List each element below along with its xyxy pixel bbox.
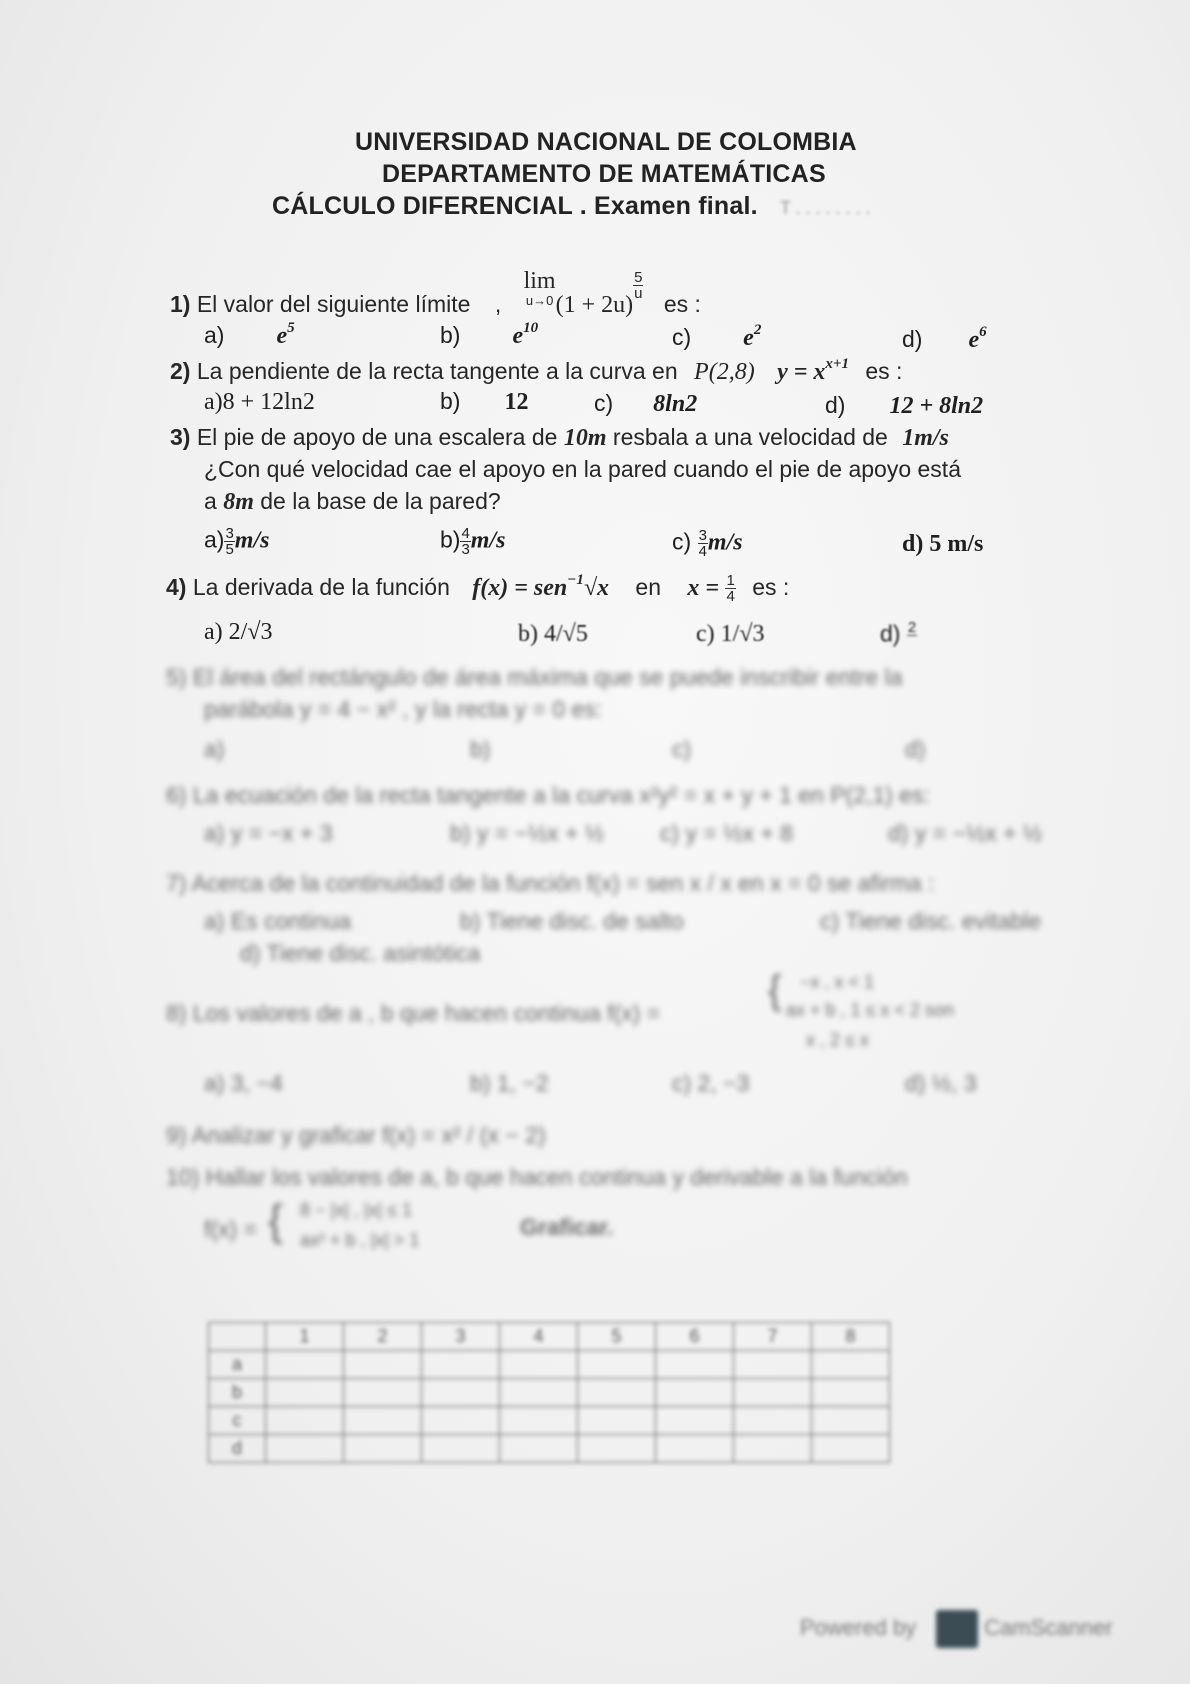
q8-brace: { xyxy=(768,968,782,1012)
q6-option-d: d) y = −½x + ½ xyxy=(888,820,1043,846)
answer-cell[interactable] xyxy=(656,1379,734,1407)
watermark-powered-text: Powered by xyxy=(800,1614,917,1640)
q3-option-a: a) $\frac{3}{5}$ m/s xyxy=(204,525,270,558)
q1-option-b: b) $e^{10}$ xyxy=(440,320,539,349)
q5-option-d: d) xyxy=(905,736,926,762)
q4-option-c: c) 1/√3 xyxy=(696,621,765,647)
q4-option-a: a) 2/√3 xyxy=(204,619,273,645)
answer-cell[interactable] xyxy=(578,1435,656,1463)
q8-piece-3: x , 2 ≤ x xyxy=(806,1030,869,1050)
q8-piece-1: −x , x < 1 xyxy=(800,972,875,992)
answer-cell[interactable] xyxy=(578,1379,656,1407)
q8-piece-2: ax + b , 1 ≤ x < 2 son xyxy=(786,1000,954,1020)
answer-table-row xyxy=(209,1435,890,1463)
answer-cell[interactable] xyxy=(734,1407,812,1435)
q2-option-c: c) 8ln2 xyxy=(594,390,698,417)
answer-cell[interactable] xyxy=(812,1407,890,1435)
answer-cell[interactable] xyxy=(656,1435,734,1463)
q7-option-d: d) Tiene disc. asintótica xyxy=(240,940,481,966)
answer-col-header: 8 xyxy=(812,1323,890,1351)
answer-cell[interactable] xyxy=(656,1351,734,1379)
q8-option-b: b) 1, −2 xyxy=(470,1070,549,1096)
question-5-line-2: parábola y = 4 − x² , y la recta y = 0 es: xyxy=(204,696,603,722)
question-3-line-1: 3) El pie de apoyo de una escalera de 10m resbala a una velocidad de 1m/s xyxy=(170,424,949,451)
answer-col-header: 1 xyxy=(266,1323,344,1351)
answer-col-header: 5 xyxy=(578,1323,656,1351)
answer-table-header-row xyxy=(209,1323,890,1351)
question-8: 8) Los valores de a , b que hacen continua f(x) = xyxy=(166,1000,661,1026)
q2-option-a: a)8 + 12ln2 xyxy=(204,389,315,415)
q3-option-d: d) 5 m/s xyxy=(902,531,984,557)
answer-cell[interactable] xyxy=(734,1379,812,1407)
answer-cell[interactable] xyxy=(266,1407,344,1435)
answer-table-corner xyxy=(209,1323,266,1351)
q6-option-b: b) y = −½x + ½ xyxy=(450,820,605,846)
answer-cell[interactable] xyxy=(500,1407,578,1435)
question-9: 9) Analizar y graficar f(x) = x² / (x − 2) xyxy=(166,1122,546,1148)
q5-option-a: a) xyxy=(204,736,225,762)
answer-table-row xyxy=(209,1407,890,1435)
answer-row-header: d xyxy=(209,1435,266,1463)
q4-option-d: d) 2 xyxy=(880,619,917,647)
q4-option-b: b) 4/√5 xyxy=(518,621,588,647)
question-6: 6) La ecuación de la recta tangente a la curva x²y² = x + y + 1 en P(2,1) es: xyxy=(166,782,930,808)
q1-option-a: a) $e^5$ xyxy=(204,320,295,349)
q1-option-c: c) $e^2$ xyxy=(672,322,762,351)
answer-cell[interactable] xyxy=(266,1379,344,1407)
q5-option-c: c) xyxy=(672,736,692,762)
question-7: 7) Acerca de la continuidad de la función f(x) = sen x / x en x = 0 se afirma : xyxy=(166,870,935,896)
question-1: 1) El valor del siguiente límite , lim u→0 (1 + 2u) $\frac{5}{u}$ es : xyxy=(170,268,701,318)
q1-option-d: d) $e^6$ xyxy=(902,324,987,353)
answer-col-header: 2 xyxy=(344,1323,422,1351)
answer-col-header: 7 xyxy=(734,1323,812,1351)
answer-cell[interactable] xyxy=(812,1351,890,1379)
q10-brace: { xyxy=(268,1196,283,1245)
q8-option-d: d) ½, 3 xyxy=(905,1070,977,1096)
answer-row-header: a xyxy=(209,1351,266,1379)
q7-option-b: b) Tiene disc. de salto xyxy=(460,908,684,934)
q10-piece-1: 8 − |x| , |x| ≤ 1 xyxy=(300,1200,413,1220)
limit-exponent: $\frac{5}{u}$ xyxy=(634,269,643,302)
answer-cell[interactable] xyxy=(578,1351,656,1379)
answer-cell[interactable] xyxy=(422,1435,500,1463)
q6-option-c: c) y = ½x + 8 xyxy=(660,820,793,846)
answer-row-header: c xyxy=(209,1407,266,1435)
scanner-watermark xyxy=(800,1610,1113,1648)
answer-cell[interactable] xyxy=(812,1435,890,1463)
limit-operator: lim u→0 xyxy=(523,268,556,308)
answer-cell[interactable] xyxy=(344,1351,422,1379)
answer-cell[interactable] xyxy=(266,1435,344,1463)
answer-cell[interactable] xyxy=(422,1351,500,1379)
q10-graph-instruction: Graficar. xyxy=(520,1214,614,1240)
answer-cell[interactable] xyxy=(500,1435,578,1463)
answer-cell[interactable] xyxy=(734,1351,812,1379)
answer-cell[interactable] xyxy=(422,1407,500,1435)
question-3-line-2: ¿Con qué velocidad cae el apoyo en la pared cuando el pie de apoyo está xyxy=(204,456,961,482)
q6-option-a: a) y = −x + 3 xyxy=(204,820,333,846)
answer-col-header: 3 xyxy=(422,1323,500,1351)
q7-option-c: c) Tiene disc. evitable xyxy=(820,908,1042,934)
header-department: DEPARTAMENTO DE MATEMÁTICAS xyxy=(382,160,826,188)
q3-option-b: b) $\frac{4}{3}$ m/s xyxy=(440,525,506,558)
answer-table xyxy=(208,1322,890,1463)
question-4: 4) La derivada de la función f(x) = sen$^{-1}$√x en x = $\frac{1}{4}$ es : xyxy=(166,572,790,606)
answer-cell[interactable] xyxy=(500,1351,578,1379)
q10-piece-2: ax² + b , |x| > 1 xyxy=(300,1230,420,1250)
q2-option-d: d) 12 + 8ln2 xyxy=(825,392,984,419)
question-2: 2) La pendiente de la recta tangente a la curva en P(2,8) $y = x^{x+1}$ es : xyxy=(170,356,903,385)
camscanner-logo-icon xyxy=(936,1610,978,1648)
answer-cell[interactable] xyxy=(578,1407,656,1435)
answer-row-header: b xyxy=(209,1379,266,1407)
answer-col-header: 4 xyxy=(500,1323,578,1351)
answer-cell[interactable] xyxy=(344,1379,422,1407)
answer-cell[interactable] xyxy=(500,1379,578,1407)
answer-col-header: 6 xyxy=(656,1323,734,1351)
answer-cell[interactable] xyxy=(344,1435,422,1463)
answer-cell[interactable] xyxy=(266,1351,344,1379)
q8-option-a: a) 3, −4 xyxy=(204,1070,283,1096)
answer-cell[interactable] xyxy=(344,1407,422,1435)
answer-cell[interactable] xyxy=(812,1379,890,1407)
q5-option-b: b) xyxy=(470,736,491,762)
q7-option-a: a) Es continua xyxy=(204,908,352,934)
header-course: CÁLCULO DIFERENCIAL . Examen final. xyxy=(272,192,758,220)
q8-option-c: c) 2, −3 xyxy=(672,1070,750,1096)
question-3-line-3: a 8m de la base de la pared? xyxy=(204,488,501,515)
answer-cell[interactable] xyxy=(734,1435,812,1463)
watermark-brand-text: CamScanner xyxy=(984,1614,1113,1640)
question-10: 10) Hallar los valores de a, b que hacen continua y derivable a la función xyxy=(166,1164,908,1190)
q2-option-b: b) 12 xyxy=(440,388,529,415)
header-university: UNIVERSIDAD NACIONAL DE COLOMBIA xyxy=(355,128,857,156)
answer-table-row xyxy=(209,1351,890,1379)
answer-cell[interactable] xyxy=(422,1379,500,1407)
q10-function-prefix: f(x) = xyxy=(204,1216,258,1242)
header-handwriting: T . . . . . . . . xyxy=(780,198,871,218)
answer-table-row xyxy=(209,1379,890,1407)
answer-cell[interactable] xyxy=(656,1407,734,1435)
question-5-line-1: 5) El área del rectángulo de área máxima que se puede inscribir entre la xyxy=(166,664,903,690)
q3-option-c: c) $\frac{3}{4}$ m/s xyxy=(672,527,743,560)
